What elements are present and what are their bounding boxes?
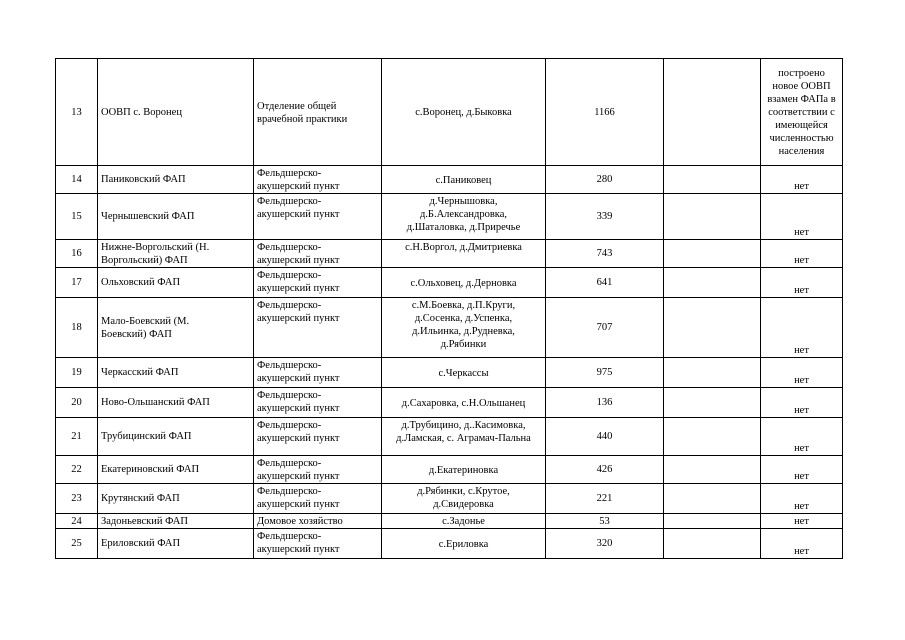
facility-name-cell — [98, 240, 254, 268]
served-settlements-cell-line: д.Рябинки, с.Крутое, — [417, 486, 510, 497]
facility-name-cell-line: Боевский) ФАП — [101, 328, 172, 340]
table-row — [56, 59, 843, 166]
facility-type-cell — [254, 456, 382, 484]
served-settlements-cell-line: д.Трубицино, д..Касимовка, — [401, 420, 526, 431]
row-number-cell: 23 — [56, 484, 98, 514]
facility-name-cell-line: Крутянский ФАП — [101, 493, 180, 504]
row-number-cell: 22 — [56, 456, 98, 484]
facility-type-cell-line: акушерский пункт — [257, 181, 340, 192]
facility-type-cell — [254, 194, 382, 240]
population-cell: 1166 — [546, 59, 664, 166]
facility-name-cell — [98, 514, 254, 529]
served-settlements-cell-line: с.Воронец, д.Быковка — [415, 107, 512, 118]
table-row — [56, 418, 843, 456]
facility-type-cell-line: акушерский пункт — [257, 544, 340, 555]
empty-cell — [664, 268, 761, 298]
facility-name-cell-line: Ериловский ФАП — [101, 538, 181, 549]
facility-name-cell-line: Ольховский ФАП — [101, 277, 181, 288]
served-settlements-cell — [382, 484, 546, 514]
population-cell: 975 — [546, 358, 664, 388]
note-cell-line: нет — [794, 181, 809, 192]
facility-name-cell — [98, 194, 254, 240]
population-cell: 320 — [546, 529, 664, 559]
empty-cell — [664, 240, 761, 268]
row-number-cell: 25 — [56, 529, 98, 559]
note-cell — [761, 166, 843, 194]
facility-type-cell — [254, 59, 382, 166]
facilities-table-body — [56, 59, 843, 559]
note-cell-line: соответствии с — [768, 106, 835, 118]
note-cell-line: нет — [794, 501, 809, 512]
population-cell: 440 — [546, 418, 664, 456]
facility-type-cell-line: акушерский пункт — [257, 255, 340, 266]
facility-type-cell-line: акушерский пункт — [257, 403, 340, 414]
served-settlements-cell — [382, 268, 546, 298]
served-settlements-cell — [382, 59, 546, 166]
served-settlements-cell-line: с.Ольховец, д.Дерновка — [410, 277, 517, 289]
facility-type-cell-line: Фельдшерско- — [257, 168, 322, 179]
facility-name-cell — [98, 268, 254, 298]
served-settlements-cell-line: д.Ламская, с. Аграмач-Пальна — [396, 433, 531, 444]
population-cell: 743 — [546, 240, 664, 268]
empty-cell — [664, 59, 761, 166]
facility-name-cell-line: Екатериновский ФАП — [101, 464, 200, 475]
note-cell — [761, 418, 843, 456]
facility-type-cell-line: Фельдшерско- — [257, 242, 322, 253]
empty-cell — [664, 529, 761, 559]
served-settlements-cell — [382, 514, 546, 529]
served-settlements-cell — [382, 456, 546, 484]
empty-cell — [664, 298, 761, 358]
served-settlements-cell-line: д.Шаталовка, д.Приречье — [406, 222, 521, 233]
served-settlements-cell — [382, 166, 546, 194]
facility-type-cell-line: акушерский пункт — [257, 209, 340, 220]
note-cell — [761, 268, 843, 298]
note-cell-line: нет — [794, 546, 809, 557]
facility-name-cell — [98, 529, 254, 559]
note-cell-line: нет — [794, 227, 809, 238]
note-cell — [761, 529, 843, 559]
note-cell-line: построено — [778, 67, 825, 79]
row-number-cell: 17 — [56, 268, 98, 298]
table-row — [56, 358, 843, 388]
facility-name-cell-line: Чернышевский ФАП — [101, 211, 195, 222]
served-settlements-cell — [382, 358, 546, 388]
population-cell: 339 — [546, 194, 664, 240]
facilities-table — [55, 58, 843, 559]
served-settlements-cell — [382, 298, 546, 358]
note-cell-line: нет — [794, 405, 809, 416]
note-cell-line: нет — [794, 345, 809, 356]
served-settlements-cell-line: с.Ериловка — [438, 538, 489, 550]
facility-type-cell — [254, 268, 382, 298]
served-settlements-cell-line: д.Чернышовка, — [429, 196, 498, 207]
note-cell — [761, 194, 843, 240]
served-settlements-cell — [382, 418, 546, 456]
row-number-cell: 21 — [56, 418, 98, 456]
facility-name-cell — [98, 358, 254, 388]
facility-type-cell-line: Фельдшерско- — [257, 420, 322, 431]
row-number-cell: 15 — [56, 194, 98, 240]
facility-type-cell-line: акушерский пункт — [257, 471, 340, 482]
facility-type-cell-line: акушерский пункт — [257, 283, 340, 294]
row-number-cell: 20 — [56, 388, 98, 418]
empty-cell — [664, 456, 761, 484]
facility-type-cell-line: Фельдшерско- — [257, 270, 322, 281]
row-number-cell: 19 — [56, 358, 98, 388]
facility-type-cell — [254, 418, 382, 456]
served-settlements-cell-line: д.Рябинки — [440, 339, 487, 350]
note-cell — [761, 388, 843, 418]
population-cell: 221 — [546, 484, 664, 514]
note-cell — [761, 358, 843, 388]
facility-name-cell-line: Ново-Ольшанский ФАП — [101, 397, 210, 408]
facility-type-cell-line: Фельдшерско- — [257, 458, 322, 469]
served-settlements-cell-line: д.Сосенка, д.Успенка, — [414, 313, 513, 324]
table-row — [56, 166, 843, 194]
facility-type-cell — [254, 388, 382, 418]
facility-name-cell-line: Мало-Боевский (М. — [101, 315, 190, 327]
population-cell: 280 — [546, 166, 664, 194]
facility-name-cell-line: ООВП с. Воронец — [101, 106, 182, 118]
facility-type-cell-line: акушерский пункт — [257, 499, 340, 510]
note-cell — [761, 59, 843, 166]
note-cell — [761, 240, 843, 268]
note-cell-line: нет — [794, 471, 809, 482]
facility-type-cell-line: врачебной практики — [257, 113, 348, 125]
note-cell-line: новое ООВП — [772, 80, 831, 92]
table-row — [56, 529, 843, 559]
facility-name-cell-line: Трубицинский ФАП — [101, 431, 192, 442]
facility-type-cell-line: Фельдшерско- — [257, 300, 322, 311]
row-number-cell: 13 — [56, 59, 98, 166]
facility-name-cell — [98, 456, 254, 484]
facility-name-cell — [98, 484, 254, 514]
row-number-cell: 16 — [56, 240, 98, 268]
facility-name-cell — [98, 166, 254, 194]
row-number-cell: 18 — [56, 298, 98, 358]
facility-type-cell — [254, 358, 382, 388]
facility-type-cell — [254, 298, 382, 358]
note-cell-line: взамен ФАПа в — [767, 93, 836, 105]
population-cell: 136 — [546, 388, 664, 418]
facility-name-cell — [98, 418, 254, 456]
served-settlements-cell-line: д.Екатериновка — [428, 464, 499, 476]
facility-name-cell — [98, 59, 254, 166]
empty-cell — [664, 194, 761, 240]
population-cell: 641 — [546, 268, 664, 298]
population-cell: 53 — [546, 514, 664, 529]
facility-type-cell-line: акушерский пункт — [257, 373, 340, 384]
empty-cell — [664, 484, 761, 514]
served-settlements-cell-line: д.Свидеровка — [433, 499, 494, 510]
facility-type-cell-line: Фельдшерско- — [257, 390, 322, 401]
row-number-cell: 14 — [56, 166, 98, 194]
facility-name-cell-line: Черкасский ФАП — [101, 367, 179, 378]
table-row — [56, 194, 843, 240]
facility-type-cell-line: Фельдшерско- — [257, 360, 322, 371]
facility-type-cell — [254, 514, 382, 529]
facility-type-cell-line: Фельдшерско- — [257, 486, 322, 497]
note-cell-line: имеющейся — [775, 119, 828, 131]
table-row — [56, 268, 843, 298]
served-settlements-cell-line: д.Ильинка, д.Рудневка, — [412, 326, 515, 337]
note-cell — [761, 484, 843, 514]
facility-type-cell-line: Фельдшерско- — [257, 531, 322, 542]
facility-type-cell-line: Отделение общей — [257, 100, 337, 112]
note-cell-line: нет — [794, 375, 809, 386]
empty-cell — [664, 418, 761, 456]
facility-type-cell — [254, 240, 382, 268]
empty-cell — [664, 166, 761, 194]
facility-type-cell-line: акушерский пункт — [257, 433, 340, 444]
facility-name-cell-line: Воргольский) ФАП — [101, 254, 188, 266]
facility-type-cell — [254, 166, 382, 194]
served-settlements-cell — [382, 529, 546, 559]
facility-type-cell — [254, 484, 382, 514]
facility-type-cell-line: Домовое хозяйство — [257, 516, 343, 527]
note-cell-line: нет — [794, 255, 809, 266]
served-settlements-cell-line: с.М.Боевка, д.П.Круги, — [411, 300, 516, 311]
served-settlements-cell-line: д.Б.Александровка, — [419, 209, 508, 220]
table-row — [56, 484, 843, 514]
facility-name-cell — [98, 388, 254, 418]
facility-type-cell-line: Фельдшерско- — [257, 196, 322, 207]
served-settlements-cell — [382, 388, 546, 418]
facility-name-cell-line: Нижне-Воргольский (Н. — [101, 241, 210, 253]
empty-cell — [664, 514, 761, 529]
table-row — [56, 388, 843, 418]
population-cell: 707 — [546, 298, 664, 358]
served-settlements-cell-line: с.Задонье — [442, 516, 485, 527]
empty-cell — [664, 388, 761, 418]
table-row — [56, 240, 843, 268]
served-settlements-cell — [382, 194, 546, 240]
served-settlements-cell-line: с.Паниковец — [435, 174, 492, 186]
facility-type-cell — [254, 529, 382, 559]
served-settlements-cell — [382, 240, 546, 268]
table-row — [56, 298, 843, 358]
note-cell-line: нет — [794, 443, 809, 454]
facility-type-cell-line: акушерский пункт — [257, 313, 340, 324]
facility-name-cell-line: Задоньевский ФАП — [101, 515, 188, 527]
facility-name-cell — [98, 298, 254, 358]
served-settlements-cell-line: д.Сахаровка, с.Н.Ольшанец — [401, 397, 526, 409]
facility-name-cell-line: Паниковский ФАП — [101, 174, 186, 185]
note-cell — [761, 298, 843, 358]
note-cell-line: населения — [778, 145, 825, 157]
note-cell-line: нет — [794, 285, 809, 296]
served-settlements-cell-line: с.Черкассы — [438, 367, 489, 379]
table-row — [56, 514, 843, 529]
note-cell — [761, 514, 843, 529]
empty-cell — [664, 358, 761, 388]
row-number-cell: 24 — [56, 514, 98, 529]
note-cell — [761, 456, 843, 484]
population-cell: 426 — [546, 456, 664, 484]
served-settlements-cell-line: с.Н.Воргол, д.Дмитриевка — [405, 242, 522, 253]
table-row — [56, 456, 843, 484]
note-cell-line: численностью — [769, 132, 834, 144]
note-cell-line: нет — [794, 516, 809, 527]
